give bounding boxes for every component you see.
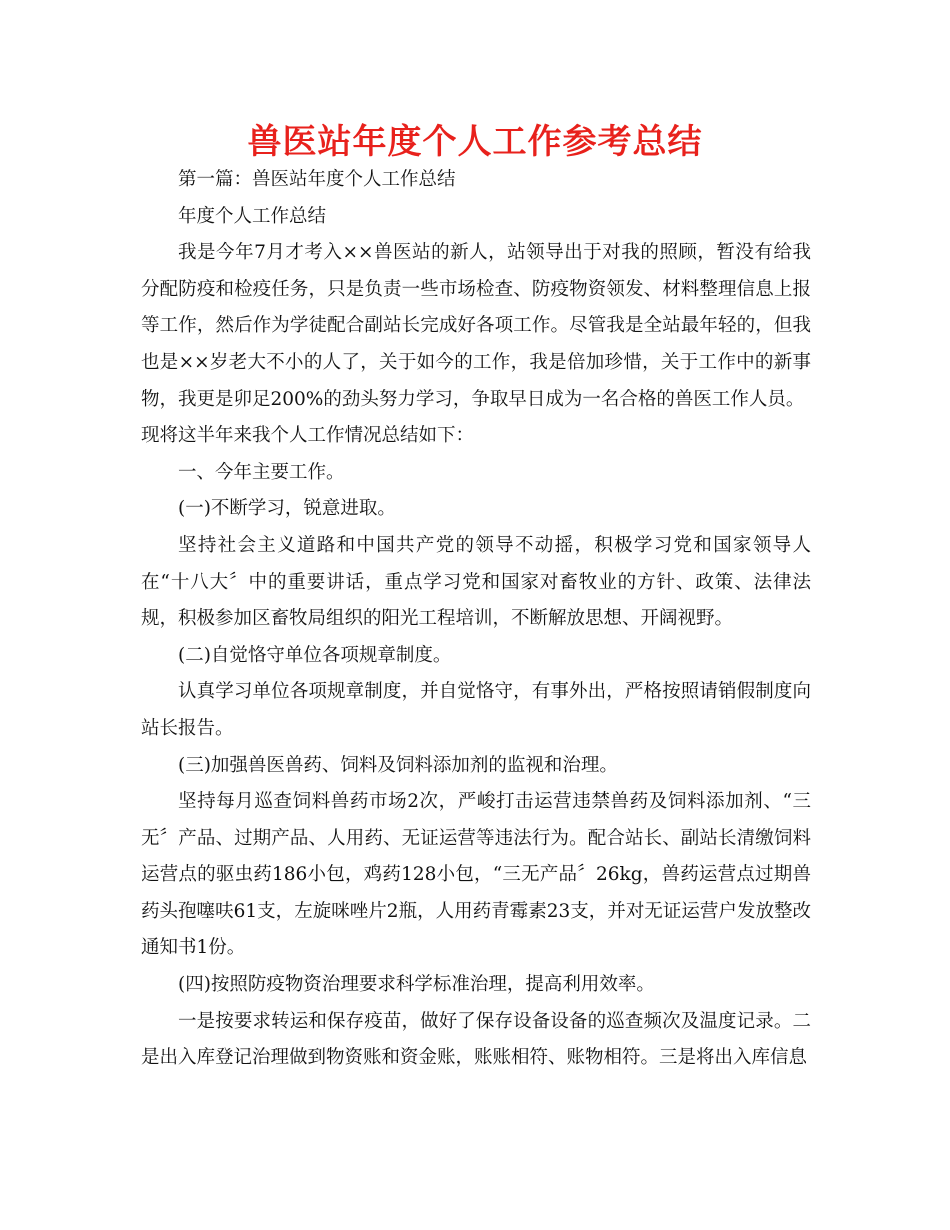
document-title: 兽医站年度个人工作参考总结 — [247, 122, 703, 162]
section-heading-main-work: 一、今年主要工作。 — [178, 461, 345, 483]
paragraph-subtitle: 年度个人工作总结 — [178, 205, 327, 227]
paragraph-inspection: 坚持每月巡查饲料兽药市场2次，严峻打击运营违禁兽药及饲料添加剂、“三无〞产品、过期产品、人用药、无证运营等违法行为。配合站长、副站长清缴饲料运营点的驱虫药186小包，鸡药128小包，“三无产品〞26kg，兽药运营点过期兽药头孢噻呋61支，左旋咪唑片2瓶，人用药青霉素23支，并对无证运营户发放整改通知书1份。 — [141, 791, 811, 959]
subsection-heading-4: (四)按照防疫物资治理要求科学标准治理，提高利用效率。 — [178, 974, 655, 996]
paragraph-chapter-heading: 第一篇：兽医站年度个人工作总结 — [178, 169, 456, 190]
subsection-heading-2: (二)自觉恪守单位各项规章制度。 — [178, 644, 452, 666]
subsection-heading-3: (三)加强兽医兽药、饲料及饲料添加剂的监视和治理。 — [178, 754, 618, 776]
subsection-heading-1: (一)不断学习，锐意进取。 — [178, 498, 396, 520]
paragraph-summary-lead: 现将这半年来我个人工作情况总结如下： — [141, 425, 475, 447]
paragraph-supplies: 一是按要求转运和保存疫苗，做好了保存设备设备的巡查频次及温度记录。二是出入库登记治理做到物资账和资金账，账账相符、账物相符。三是将出入库信息 — [141, 1010, 811, 1069]
document-body — [141, 162, 811, 1077]
paragraph-intro: 我是今年7月才考入××兽医站的新人，站领导出于对我的照顾，暂没有给我分配防疫和检疫任务，只是负责一些市场检查、防疫物资领发、材料整理信息上报等工作，然后作为学徒配合副站长完成好各项工作。尽管我是全站最年轻的，但我也是××岁老大不小的人了，关于如今的工作，我是倍加珍惜，关于工作中的新事物，我更是卯足200%的劲头努力学习，争取早日成为一名合格的兽医工作人员。 — [141, 242, 811, 410]
paragraph-rules: 认真学习单位各项规章制度，并自觉恪守，有事外出，严格按照请销假制度向站长报告。 — [141, 681, 811, 739]
paragraph-study: 坚持社会主义道路和中国共产党的领导不动摇，积极学习党和国家领导人在“十八大〞中的重要讲话，重点学习党和国家对畜牧业的方针、政策、法律法规，积极参加区畜牧局组织的阳光工程培训，不断解放思想、开阔视野。 — [141, 534, 811, 630]
